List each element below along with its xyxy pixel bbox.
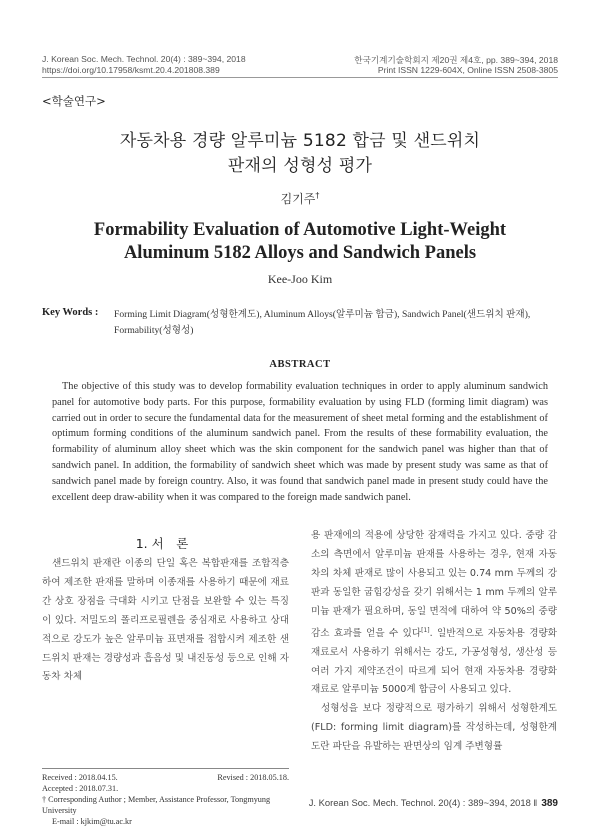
right-column [311,527,557,757]
korean-title-line2: 판재의 성형성 평가 [227,156,373,176]
footnote-divider [42,768,289,769]
intro-text-b: . 일반적으로 자동차용 경량화 재료로서 사용하기 위해서는 강도, 가공성형성, 생산성 등 여러 가지 제약조건이 따르게 되어 현재 자동차용 경량화 재료로 알루미늄 5000계 합금이 사용되고 있다. [311,627,557,696]
header-divider [42,77,558,78]
intro-text-a: 용 판재에의 적용에 상당한 잠재력을 가지고 있다. 중량 감소의 측면에서 알루미늄 판재를 사용하는 경우, 현재 자동차의 차체 판재로 많이 사용되고 있는 0.74 mm 두께의 강판과 동일한 굽힘강성을 갖기 위해서는 1 mm 두께의 알루미늄 판재가 필요하며, 동일 면적에 대하여 약 50%의 중량 감소 효과를 얻을 수 있다 [311,530,557,639]
footnote-dates [42,772,289,783]
abstract-body: The objective of this study was to develop formability evaluation techniques in order to apply aluminum sandwich panel for automotive body parts. For this purpose, formability evaluation by using FLD (forming limit diagram) was carried out in order to secure the fundamental data for the measurement of sheet metal forming and the establishment of optimum forming conditions of the aluminum sandwich panel. From the results of these formability evaluation, the formability of aluminum alloy sheet which was the skin component for the sandwich panel was higher than that of sandwich panel. In addition, the formability of sandwich sheet which was made by present study was same as that of sandwich panel made by foreign country. Also, it was found that sandwich panel made in present study could have the excellent deep draw-ability when it was compared to the foreign made sandwich panel. [52,381,548,503]
keywords-label: Key Words : [42,307,99,318]
accepted-date: Accepted : 2018.07.31. [42,784,119,793]
reference-1: [1] [421,626,430,634]
page-number: 389 [541,798,558,809]
korean-author [0,190,600,207]
section-title-introduction: 1. 서 론 [135,536,189,551]
intro-paragraph-2: 성형성을 보다 정량적으로 평가하기 위해서 성형한계도(FLD: forming limit diagram)를 작성하는데, 성형한계도란 파단을 유발하는 판면상의 임계 주변형률 [311,703,557,753]
left-column [42,555,289,687]
doi-link[interactable]: https://doi.org/10.17958/ksmt.20.4.201808.389 [42,65,220,75]
abstract-title: ABSTRACT [269,359,331,370]
corresponding-author: † Corresponding Author ; Member, Assistance Professor, Tongmyung University [42,795,271,815]
journal-citation-ko: 한국기계기술학회지 제20권 제4호, pp. 389~394, 2018 [354,55,558,65]
korean-title-line1: 자동차용 경량 알루미늄 5182 합금 및 샌드위치 [119,131,481,151]
intro-paragraph-1-cont [311,527,557,700]
received-date: Received : 2018.04.15. [42,773,118,782]
corresponding-mark: † [315,191,320,200]
revised-date: Revised : 2018.05.18. [217,773,289,782]
page-footer [309,797,558,809]
english-title-line2: Aluminum 5182 Alloys and Sandwich Panels [123,243,477,263]
english-title-line1: Formability Evaluation of Automotive Light-Weight [93,220,507,240]
footer-citation: J. Korean Soc. Mech. Technol. 20(4) : 389~394, 2018 ‖ [308,797,538,808]
author-email[interactable]: E-mail : kjkim@tu.ac.kr [52,817,132,826]
journal-citation-en: J. Korean Soc. Mech. Technol. 20(4) : 389~394, 2018 [42,54,246,64]
korean-author-name: 김기주 [280,192,316,206]
article-category: <학술연구> [42,94,106,108]
english-author: Kee-Joo Kim [267,272,333,286]
issn: Print ISSN 1229-604X, Online ISSN 2508-3805 [377,65,558,75]
keywords-text: Forming Limit Diagram(성형한계도), Aluminum Alloys(알루미늄 합금), Sandwich Panel(샌드위치 판재), Formability(성형성) [114,309,531,336]
intro-paragraph-1: 샌드위치 판재란 이종의 단일 혹은 복합판재를 조합적층하여 제조한 판재를 말하며 이종재를 사용하기 때문에 재료간 상호 장점을 극대화 시키고 단점을 보완할 수 있는 특징이 있다. 저밀도의 폴리프로필렌을 중심재로 사용하고 상대적으로 강도가 높은 알루미늄 표면재를 접합시켜 제조한 샌드위치 판재는 경량성과 흡음성 및 내진동성 등으로 인해 자동차 차체 [42,558,289,683]
